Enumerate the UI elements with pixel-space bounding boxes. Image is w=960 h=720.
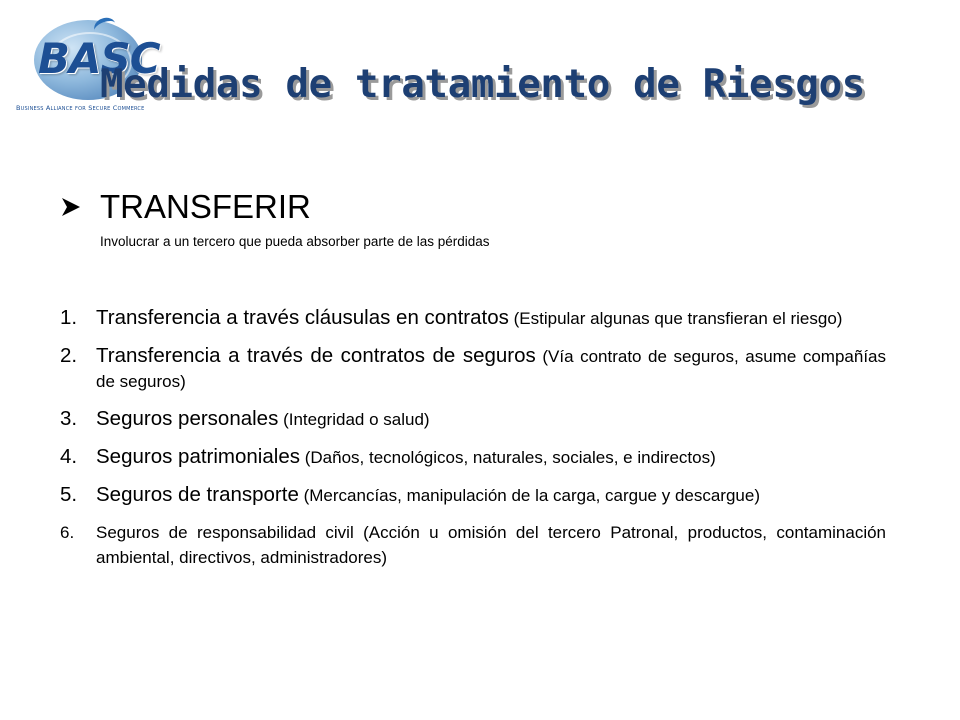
item-detail-text: (Mercancías, manipulación de la carga, cargue y descargue) [303, 486, 760, 505]
item-main-text: Seguros de responsabilidad civil [96, 523, 354, 542]
slide-title: Medidas de tratamiento de Riesgos [100, 62, 865, 107]
item-number: 1. [60, 306, 78, 329]
item-main-text: Seguros de transporte [96, 483, 299, 506]
item-main-text: Seguros patrimoniales [96, 445, 300, 468]
list-item [60, 343, 886, 394]
arrow-bullet-icon [60, 196, 82, 218]
item-main-text: Transferencia a través cláusulas en contratos [96, 306, 509, 329]
item-detail-text: (Acción u omisión del tercero Patronal, productos, contaminación ambiental, directivos, administradores) [96, 523, 887, 567]
heading-description: Involucrar a un tercero que pueda absorber parte de las pérdidas [100, 234, 490, 249]
item-main-text: Transferencia a través de contratos de seguros [96, 344, 536, 367]
item-detail-text: (Daños, tecnológicos, naturales, sociales, e indirectos) [304, 448, 716, 467]
measures-list [60, 305, 886, 570]
heading-label: TRANSFERIR [100, 188, 311, 225]
logo-tagline: Business Alliance for Secure Commerce [16, 104, 145, 112]
item-detail-text: (Estipular algunas que transfieran el riesgo) [513, 309, 843, 328]
item-number: 2. [60, 344, 78, 367]
list-item [60, 520, 886, 570]
list-item [60, 406, 886, 432]
item-detail-text: (Integridad o salud) [283, 410, 430, 429]
list-item [60, 305, 886, 331]
item-main-text: Seguros personales [96, 407, 279, 430]
item-number: 4. [60, 445, 78, 468]
list-item [60, 482, 886, 508]
item-detail-text: (Vía contrato de seguros, asume compañías de seguros) [96, 347, 887, 391]
item-number: 5. [60, 483, 78, 506]
list-item [60, 444, 886, 470]
logo-letters: BASC [38, 34, 160, 83]
item-number: 6. [60, 523, 75, 542]
item-number: 3. [60, 407, 78, 430]
